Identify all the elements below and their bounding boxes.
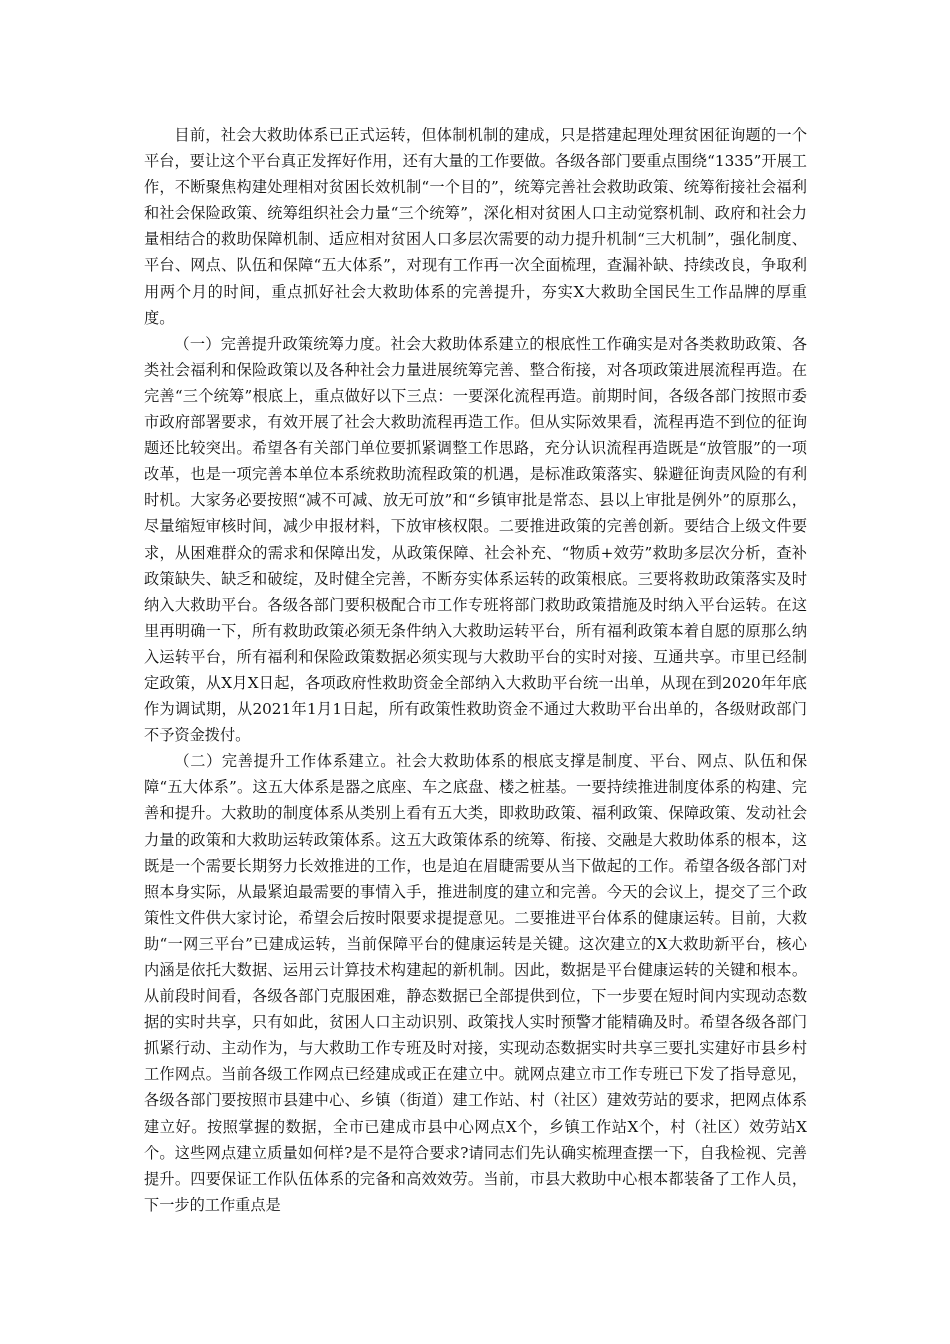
paragraph-section-2: （二）完善提升工作体系建立。社会大救助体系的根底支撑是制度、平台、网点、队伍和保障“五大体系”。这五大体系是器之底座、车之底盘、楼之桩基。一要持续推进制度体系的构建、完善和提升。大救助的制度体系从类别上看有五大类，即救助政策、福利政策、保障政策、发动社会力量的政策和大救助运转政策体系。这五大政策体系的统筹、衔接、交融是大救助体系的根本，这既是一个需要长期努力长效推进的工作，也是迫在眉睫需要从当下做起的工作。希望各级各部门对照本身实际，从最紧迫最需要的事情入手，推进制度的建立和完善。今天的会议上，提交了三个政策性文件供大家讨论，希望会后按时限要求提提意见。二要推进平台体系的健康运转。目前，大救助“一网三平台”已建成运转，当前保障平台的健康运转是关键。这次建立的X大救助新平台，核心内涵是依托大数据、运用云计算技术构建起的新机制。因此，数据是平台健康运转的关键和根本。从前段时间看，各级各部门克服困难，静态数据已全部提供到位，下一步要在短时间内实现动态数据的实时共享，只有如此，贫困人口主动识别、政策找人实时预警才能精确及时。希望各级各部门抓紧行动、主动作为，与大救助工作专班及时对接，实现动态数据实时共享三要扎实建好市县乡村工作网点。当前各级工作网点已经建成或正在建立中。就网点建立市工作专班已下发了指导意见，各级各部门要按照市县建中心、乡镇（街道）建工作站、村（社区）建效劳站的要求，把网点体系建立好。按照掌握的数据，全市已建成市县中心网点X个，乡镇工作站X个，村（社区）效劳站X个。这些网点建立质量如何样?是不是符合要求?请同志们先认确实梳理查摆一下，自我检视、完善提升。四要保证工作队伍体系的完备和高效效劳。当前，市县大救助中心根本都装备了工作人员，下一步的工作重点是 (144, 752, 807, 1214)
paragraph-section-1: （一）完善提升政策统筹力度。社会大救助体系建立的根底性工作确实是对各类救助政策、各类社会福利和保险政策以及各种社会力量进展统筹完善、整合衔接，对各项政策进展流程再造。在完善“三个统筹”根底上，重点做好以下三点：一要深化流程再造。前期时间，各级各部门按照市委市政府部署要求，有效开展了社会大救助流程再造工作。但从实际效果看，流程再造不到位的征询题还比较突出。希望各有关部门单位要抓紧调整工作思路，充分认识流程再造既是“放管服”的一项改革，也是一项完善本单位本系统救助流程政策的机遇，是标准政策落实、躲避征询责风险的有利时机。大家务必要按照“减不可减、放无可放”和“乡镇审批是常态、县以上审批是例外”的原那么，尽量缩短审核时间，减少申报材料，下放审核权限。二要推进政策的完善创新。要结合上级文件要求，从困难群众的需求和保障出发，从政策保障、社会补充、“物质+效劳”救助多层次分析，查补政策缺失、缺乏和破绽，及时健全完善，不断夯实体系运转的政策根底。三要将救助政策落实及时纳入大救助平台。各级各部门要积极配合市工作专班将部门救助政策措施及时纳入平台运转。在这里再明确一下，所有救助政策必须无条件纳入大救助运转平台，所有福利政策本着自愿的原那么纳入运转平台，所有福利和保险政策数据必须实现与大救助平台的实时对接、互通共享。市里已经制定政策，从X月X日起，各项政府性救助资金全部纳入大救助平台统一出单，从现在到2020年年底作为调试期，从2021年1月1日起，所有政策性救助资金不通过大救助平台出单的，各级财政部门不予资金拨付。 (144, 334, 807, 745)
paragraph-intro: 目前，社会大救助体系已正式运转，但体制机制的建成，只是搭建起理处理贫困征询题的一个平台，要让这个平台真正发挥好作用，还有大量的工作要做。各级各部门要重点围绕“1335”开展工作，不断聚焦构建处理相对贫困长效机制“一个目的”，统筹完善社会救助政策、统筹衔接社会福利和社会保险政策、统筹组织社会力量“三个统筹”，深化相对贫困人口主动觉察机制、政府和社会力量相结合的救助保障机制、适应相对贫困人口多层次需要的动力提升机制“三大机制”，强化制度、平台、网点、队伍和保障“五大体系”，对现有工作再一次全面梳理，查漏补缺、持续改良，争取利用两个月的时间，重点抓好社会大救助体系的完善提升，夯实X大救助全国民生工作品牌的厚重度。 (144, 126, 807, 327)
document-body (144, 122, 807, 1218)
